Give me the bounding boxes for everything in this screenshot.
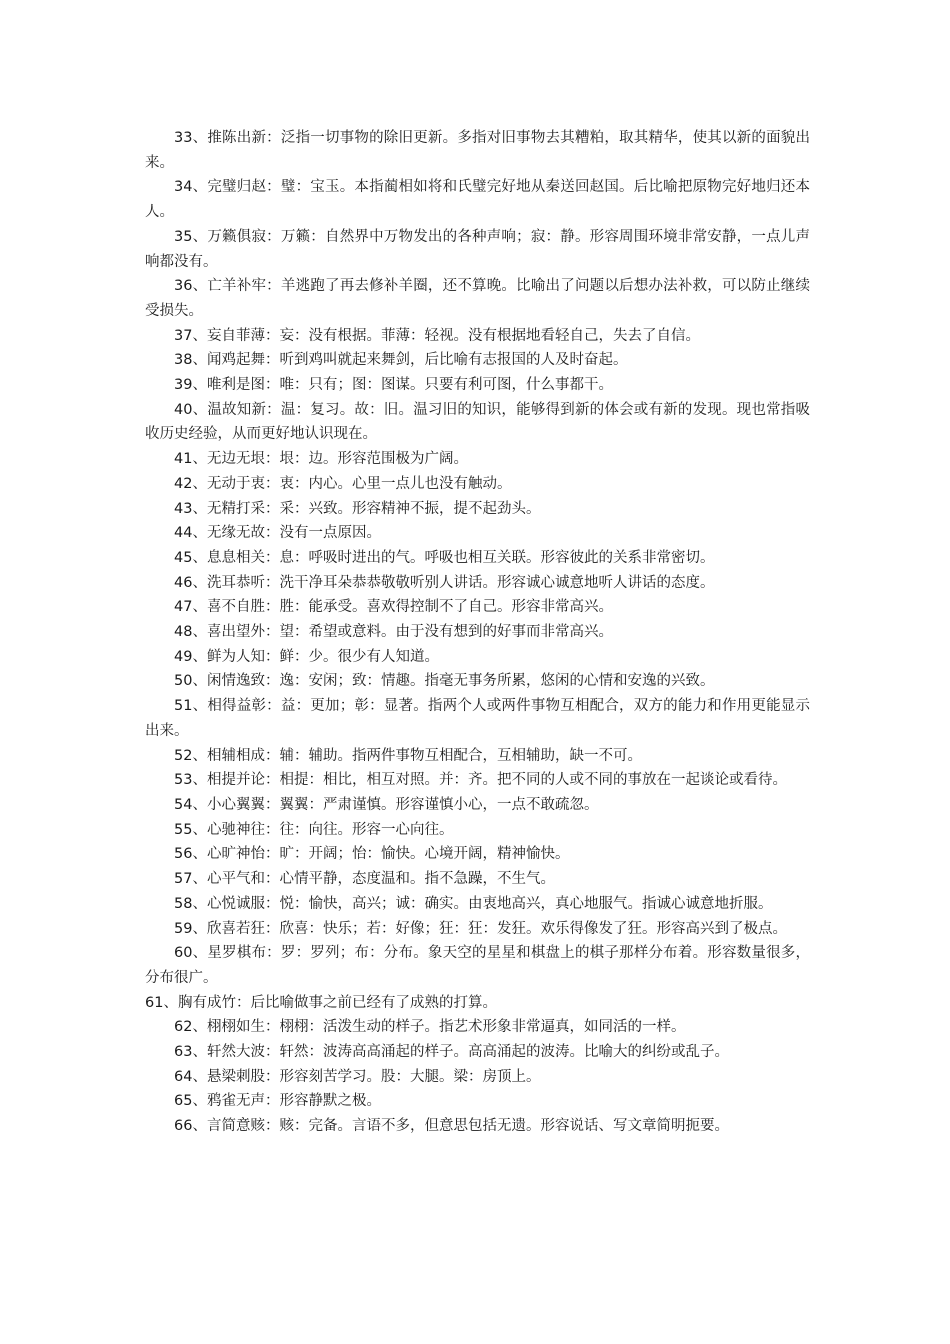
idiom-entry-57: 57、心平气和：心情平静，态度温和。指不急躁，不生气。: [174, 871, 555, 888]
idiom-entry-34: 34、完璧归赵：璧：宝玉。本指蔺相如将和氏璧完好地从秦送回赵国。后比喻把原物完好地归还本人。: [145, 179, 810, 221]
idiom-entry-39: 39、唯利是图：唯：只有；图：图谋。只要有利可图，什么事都干。: [174, 377, 613, 394]
idiom-entry-58: 58、心悦诚服：悦：愉快，高兴；诚：确实。由衷地高兴，真心地服气。指诚心诚意地折服。: [174, 895, 773, 912]
idiom-entry-50: 50、闲情逸致：逸：安闲；致：情趣。指毫无事务所累，悠闲的心情和安逸的兴致。: [174, 673, 715, 690]
idiom-entry-41: 41、无边无垠：垠：边。形容范围极为广阔。: [174, 451, 468, 468]
idiom-entry-36: 36、亡羊补牢：羊逃跑了再去修补羊圈，还不算晚。比喻出了问题以后想办法补救，可以防止继续受损失。: [145, 278, 810, 319]
idiom-entry-48: 48、喜出望外：望：希望或意料。由于没有想到的好事而非常高兴。: [174, 624, 613, 641]
idiom-entry-61: 61、胸有成竹：后比喻做事之前已经有了成熟的打算。: [145, 994, 497, 1011]
idiom-entry-66: 66、言简意赅：赅：完备。言语不多，但意思包括无遗。形容说话、写文章简明扼要。: [174, 1118, 729, 1135]
idiom-entry-33: 33、推陈出新：泛指一切事物的除旧更新。多指对旧事物去其糟粕，取其精华，使其以新的面貌出来。: [145, 130, 810, 171]
document-page: [145, 126, 810, 1139]
idiom-entry-46: 46、洗耳恭听：洗干净耳朵恭恭敬敬听别人讲话。形容诚心诚意地听人讲话的态度。: [174, 574, 715, 591]
idiom-entry-44: 44、无缘无故：没有一点原因。: [174, 525, 381, 542]
idiom-entry-40: 40、温故知新：温：复习。故：旧。温习旧的知识，能够得到新的体会或有新的发现。现也常指吸收历史经验，从而更好地认识现在。: [145, 401, 810, 443]
idiom-entry-62: 62、栩栩如生：栩栩：活泼生动的样子。指艺术形象非常逼真，如同活的一样。: [174, 1019, 686, 1036]
idiom-entry-43: 43、无精打采：采：兴致。形容精神不振，提不起劲头。: [174, 500, 541, 517]
idiom-entry-45: 45、息息相关：息：呼吸时进出的气。呼吸也相互关联。形容彼此的关系非常密切。: [174, 549, 715, 566]
idiom-entry-42: 42、无动于衷：衷：内心。心里一点儿也没有触动。: [174, 475, 512, 492]
idiom-entry-59: 59、欣喜若狂：欣喜：快乐；若：好像；狂：狂：发狂。欢乐得像发了狂。形容高兴到了极点。: [174, 920, 787, 937]
idiom-entry-56: 56、心旷神怡：旷：开阔；怡：愉快。心境开阔，精神愉快。: [174, 846, 570, 863]
idiom-entry-55: 55、心驰神往：往：向往。形容一心向往。: [174, 821, 454, 838]
idiom-entry-60: 60、星罗棋布：罗：罗列；布：分布。象天空的星星和棋盘上的棋子那样分布着。形容数量很多，分布很广。: [145, 945, 810, 986]
idiom-entry-37: 37、妄自菲薄：妄：没有根据。菲薄：轻视。没有根据地看轻自己，失去了自信。: [174, 327, 700, 344]
idiom-entry-35: 35、万籁俱寂：万籁：自然界中万物发出的各种声响；寂：静。形容周围环境非常安静，一点儿声响都没有。: [145, 228, 810, 270]
idiom-entry-65: 65、鸦雀无声：形容静默之极。: [174, 1093, 381, 1110]
idiom-entry-52: 52、相辅相成：辅：辅助。指两件事物互相配合，互相辅助，缺一不可。: [174, 747, 642, 764]
idiom-entry-38: 38、闻鸡起舞：听到鸡叫就起来舞剑，后比喻有志报国的人及时奋起。: [174, 352, 628, 369]
idiom-entry-51: 51、相得益彰：益：更加；彰：显著。指两个人或两件事物互相配合，双方的能力和作用更能显示出来。: [145, 698, 810, 739]
idiom-entry-64: 64、悬梁刺股：形容刻苦学习。股：大腿。梁：房顶上。: [174, 1068, 541, 1085]
idiom-entry-47: 47、喜不自胜：胜：能承受。喜欢得控制不了自己。形容非常高兴。: [174, 599, 613, 616]
idiom-entry-53: 53、相提并论：相提：相比，相互对照。并：齐。把不同的人或不同的事放在一起谈论或看待。: [174, 772, 787, 789]
idiom-entry-63: 63、轩然大波：轩然：波涛高高涌起的样子。高高涌起的波涛。比喻大的纠纷或乱子。: [174, 1044, 729, 1061]
idiom-entry-54: 54、小心翼翼：翼翼：严肃谨慎。形容谨慎小心，一点不敢疏忽。: [174, 796, 599, 813]
idiom-entry-49: 49、鲜为人知：鲜：少。很少有人知道。: [174, 648, 439, 665]
